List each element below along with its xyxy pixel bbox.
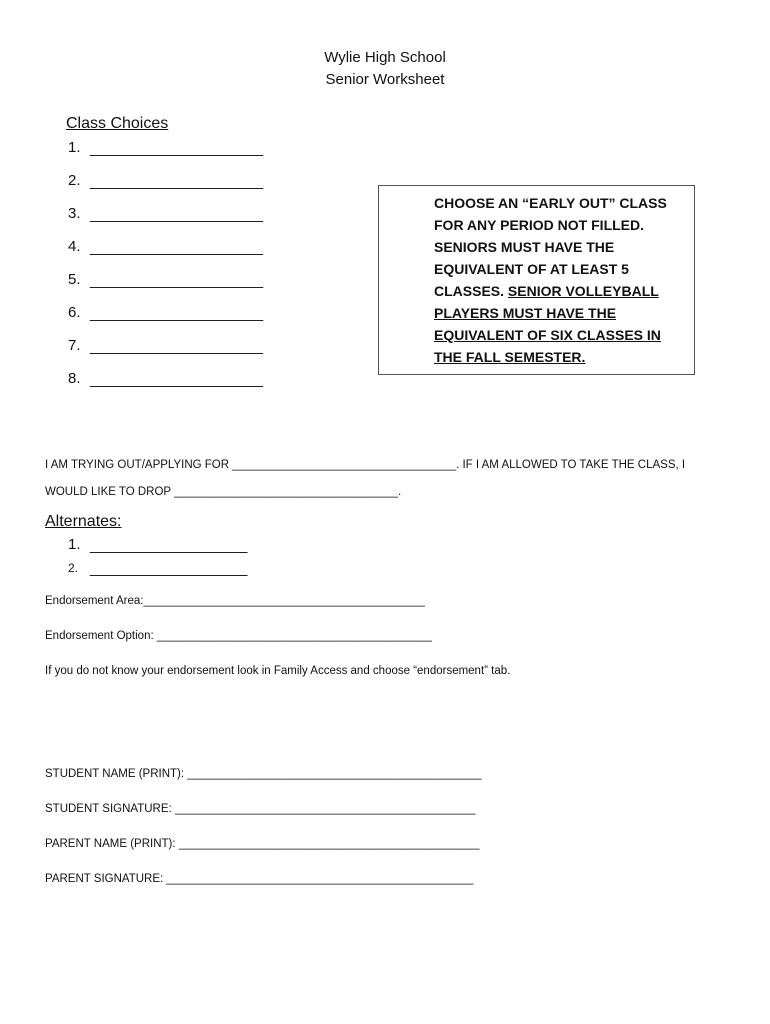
class-choice-number: 5. — [68, 271, 81, 288]
endorsement-area-field[interactable]: Endorsement Area:____________________________________________ — [45, 595, 425, 607]
endorsement-option-field[interactable]: Endorsement Option: ___________________________________________ — [45, 630, 432, 642]
alternate-blank-2[interactable]: ____________________ — [90, 560, 247, 577]
parent-name-field[interactable]: PARENT NAME (PRINT): _______________________________________________ — [45, 838, 480, 850]
class-choice-number: 8. — [68, 370, 81, 387]
class-choice-blank-1[interactable]: ______________________ — [90, 140, 263, 157]
page-title: Senior Worksheet — [325, 71, 445, 88]
class-choice-blank-8[interactable]: ______________________ — [90, 371, 263, 388]
class-choice-number: 3. — [68, 205, 81, 222]
class-choice-blank-2[interactable]: ______________________ — [90, 173, 263, 190]
class-choice-number: 1. — [68, 139, 81, 156]
class-choices-heading: Class Choices — [66, 115, 169, 132]
class-choice-number: 2. — [68, 172, 81, 189]
student-name-field[interactable]: STUDENT NAME (PRINT): ______________________________________________ — [45, 768, 482, 780]
notice-plain-text: CHOOSE AN “EARLY OUT” CLASS FOR ANY PERIOD NOT FILLED. SENIORS MUST HAVE THE EQUIVALENT OF AT LEAST 5 CLASSES. — [434, 195, 667, 299]
class-choice-blank-5[interactable]: ______________________ — [90, 272, 263, 289]
early-out-notice-text — [434, 192, 684, 368]
class-choice-blank-6[interactable]: ______________________ — [90, 305, 263, 322]
class-choice-blank-7[interactable]: ______________________ — [90, 338, 263, 355]
alternate-blank-1[interactable]: ____________________ — [90, 537, 247, 554]
class-choice-number: 6. — [68, 304, 81, 321]
parent-signature-field[interactable]: PARENT SIGNATURE: ________________________________________________ — [45, 873, 474, 885]
notice-volleyball-text: SENIOR VOLLEYBALL PLAYERS MUST HAVE THE EQUIVALENT OF SIX CLASSES IN THE FALL SEMESTER. — [434, 283, 661, 365]
alternate-number: 1. — [68, 536, 81, 553]
alternate-number: 2. — [68, 561, 79, 575]
alternates-heading: Alternates: — [45, 513, 122, 530]
class-choice-number: 4. — [68, 238, 81, 255]
early-out-notice-box — [378, 185, 695, 375]
class-choice-blank-3[interactable]: ______________________ — [90, 206, 263, 223]
tryout-line-2[interactable]: WOULD LIKE TO DROP ___________________________________. — [45, 486, 402, 498]
school-name: Wylie High School — [324, 49, 446, 66]
class-choice-blank-4[interactable]: ______________________ — [90, 239, 263, 256]
class-choice-number: 7. — [68, 337, 81, 354]
endorsement-note: If you do not know your endorsement look in Family Access and choose “endorsement” tab. — [45, 665, 511, 677]
tryout-line-1[interactable]: I AM TRYING OUT/APPLYING FOR ___________________________________. IF I AM ALLOWED TO TAKE THE CLASS, I — [45, 459, 686, 471]
student-signature-field[interactable]: STUDENT SIGNATURE: _______________________________________________ — [45, 803, 476, 815]
